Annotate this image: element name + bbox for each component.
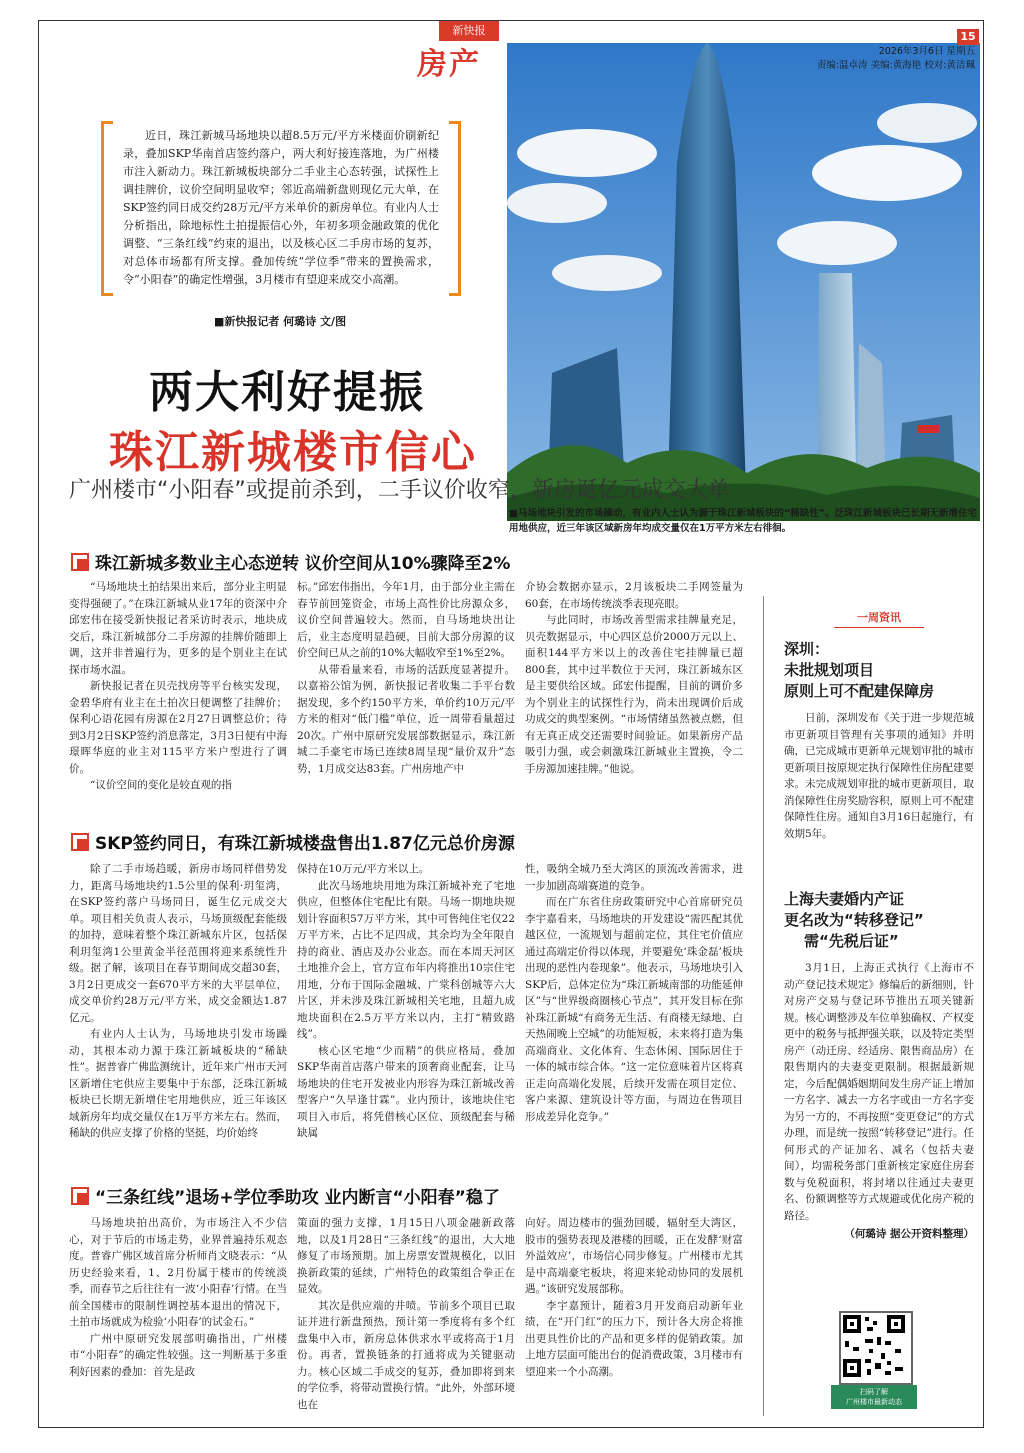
section-3-title: “三条红线”退场+学位季助攻 业内断言“小阳春”稳了 bbox=[71, 1183, 500, 1208]
photo-caption: ■马场地块引发的市场躁动，有业内人士认为源于珠江新城板块的“稀缺性”。泛珠江新城板块已长期无新增住宅用地供应，近三年该区域新房年均成交量仅在1万平方米左右徘徊。 bbox=[509, 508, 977, 534]
editors: 责编:温卓涛 美编:黄海艳 校对:黄洁珮 bbox=[816, 60, 975, 71]
qr-code-icon bbox=[841, 1313, 907, 1379]
sidebar-tag: 一周资讯 bbox=[834, 609, 924, 628]
byline: ■新快报记者 何璐诗 文/图 bbox=[214, 315, 347, 328]
dateline bbox=[715, 45, 975, 73]
section-3-col-2: 策面的强力支撑，1月15日八项金融新政落地，以及1月28日“三条红线”的退出，大大地修复了市场预期。加上房票安置规模化，以旧换新政策的延续，广州特色的政策组合拳正在显效。 其次是供应端的井喷。节前多个项目已取证并进行新盘预热，预计第一季度将有多个红盘集中入市，新房总体供求水平或将高于1月份。再者，置换链条的打通将成为关键驱动力。核心区域二手成交的复苏，叠加即将到来的学位季，将带动置换行情。“此外，外部环境也在 bbox=[297, 1217, 515, 1411]
bracket-left bbox=[101, 121, 113, 296]
lead-box bbox=[101, 121, 461, 296]
sidebar-item-2-body: 3月1日，上海正式执行《上海市不动产登记技术规定》修编后的新细则，针对房产交易与登记环节推出五项关键新规。核心调整涉及车位单独确权、产权变更中的税务与抵押强关联，以及特定类型房产（动迁房、经适房、限售商品房）在限售期内的夫妻变更限制。根据最新规定，今后配偶婚姻期间发生房产证上增加一方名字、减去一方名字或由一方名字变为另一方的，不再按照“变更登记”的方式办理，而是统一按照“转移登记”进行。任何形式的产证加名、减名（包括夫妻间），均需税务部门重新核定家庭住房套数与免税面积，将封堵以往通过夫妻更名、份额调整等方式规避或优化房产税的路径。 bbox=[784, 962, 974, 1222]
section-2-col-3: 性，吸纳全城乃至大湾区的顶流改善需求，进一步加剧高端赛道的竞争。 而在广东省住房政策研究中心首席研究员李宇嘉看来，马场地块的开发建设“需匹配其优越区位，一流规划与超前定位，其住宅价值应通过高端定价得以体现，并要避免‘珠金磊’板块出现的恶性内卷现象”。他表示，马场地块引入SKP后，总体定位为“珠江新城南部的功能延伸区”与“世界级商圈核心节点”，其开发目标在弥补珠江新城“有商务无生活、有商楼无绿地、白天热闹晚上空城”的功能短板，未来将打造为集高端商业、文化体育、生态休闲、国际居住于一体的城市综合体。“这一定位意味着片区将真正走向高端化发展，后续开发需在项目定位、客户来源、建筑设计等方面，与周边在售项目形成差异化竞争。” bbox=[525, 863, 743, 1123]
qr-code[interactable] bbox=[839, 1311, 913, 1385]
headline-line-2: 珠江新城楼市信心 bbox=[109, 427, 477, 478]
sidebar-item-1-headline: 深圳： 未批规划项目 原则上可不配建保障房 bbox=[784, 640, 935, 700]
page-number: 15 bbox=[957, 29, 979, 45]
date: 2026年3月6日 星期五 bbox=[878, 46, 975, 57]
section-1-title: 珠江新城多数业主心态逆转 议价空间从10%骤降至2% bbox=[71, 549, 510, 574]
subheadline: 广州楼市“小阳春”或提前杀到，二手议价收窄，新房诞亿元成交大单 bbox=[69, 478, 730, 503]
section-1-col-3: 介协会数据亦显示，2月该板块二手网签量为60套，在市场传统淡季表现亮眼。 与此同时，市场改善型需求挂牌量充足，贝壳数据显示，中心四区总价2000万元以上、面积144平方米以上的改善住宅挂牌量已超800套，其中过半数位于天河，珠江新城东区是主要供给区域。邱宏伟提醒，目前的调价多为个别业主的试探性行为，尚未出现调价后成功成交的典型案例。“市场情绪虽然被点燃，但有无真正成交还需要时间验证。如果新房产品吸引力强，或会刺激珠江新城业主置换，令二手房源加速挂牌。”他说。 bbox=[525, 581, 743, 775]
square-bullet-icon bbox=[71, 553, 89, 571]
section-1-col-2: 标。”邱宏伟指出，今年1月，由于部分业主需在春节前回笼资金，市场上高性价比房源众多，议价空间普遍较大。然而，自马场地块出让后，业主态度明显趋硬，目前大部分房源的议价空间已从之前的10%大幅收窄至1%至2%。 从带看量来看，市场的活跃度显著提升。以嘉裕公馆为例，新快报记者收集二手平台数据发现，多个约150平方米，单价约10万元/平方米的相对“低门槛”单位，近一周带看量超过20次。广州中原研究发展部数据显示，珠江新城二手豪宅市场已连续8周呈现“量价双升”态势，1月成交达83套。广州房地产中 bbox=[297, 581, 515, 775]
sidebar-item-2 bbox=[784, 889, 974, 1243]
section-title: 房产 bbox=[417, 47, 481, 82]
sidebar-credit: （何璐诗 据公开资料整理） bbox=[844, 1228, 974, 1240]
paper-tag: 新快报 bbox=[439, 21, 499, 41]
square-bullet-icon bbox=[71, 1187, 89, 1205]
square-bullet-icon bbox=[71, 833, 89, 851]
bracket-right bbox=[449, 121, 461, 296]
sidebar-item-2-headline: 上海夫妻婚内产证 更名改为“转移登记” 需“先税后证” bbox=[784, 890, 924, 950]
cover-photo bbox=[507, 43, 980, 521]
sidebar-divider bbox=[763, 596, 764, 1416]
lead-text: 近日，珠江新城马场地块以超8.5万元/平方米楼面价刷新纪录，叠加SKP华南首店签约落户，两大利好接连落地，为广州楼市注入新动力。珠江新城板块部分二手业主心态转强，试探性上调挂牌价，议价空间明显收窄；邻近高端新盘则现亿元大单，在SKP签约同日成交约28万元/平方米单价的新房单位。有业内人士分析指出，除地标性土拍提振信心外，年初多项金融政策的优化调整、“三条红线”约束的退出，以及核心区二手房市场的复苏，对总体市场都有所支撑。叠加传统“学位季”带来的置换需求，令“小阳春”的确定性增强，3月楼市有望迎来成交小高潮。 bbox=[123, 129, 439, 286]
newspaper-page bbox=[38, 20, 984, 1428]
sidebar-item-1 bbox=[784, 639, 974, 842]
section-2-title: SKP签约同日，有珠江新城楼盘售出1.87亿元总价房源 bbox=[71, 829, 515, 854]
headline-line-1: 两大利好提振 bbox=[149, 367, 425, 418]
section-2-col-1: 除了二手市场趋暖，新房市场同样借势发力，距离马场地块约1.5公里的保利·玥玺湾，在SKP签约落户马场同日，诞生亿元成交大单。项目相关负责人表示，马场顶级配套能级的加持，意味着整个珠江新城东片区，包括保利玥玺湾1公里黄金半径范围将迎来系统性升级。据了解，该项目在春节期间成交超30套，3月2日更成交一套670平方米的大平层单位，成交单价约28万元/平方米，成交金额达1.87亿元。 有业内人士认为，马场地块引发市场躁动，其根本动力源于珠江新城板块的“稀缺性”。据普睿广佛监测统计，近年来广州市天河区新增住宅供应主要集中于东部，泛珠江新城板块已长期无新增住宅用地供应，近三年该区域新房年均成交量仅在1万平方米左右。然而，稀缺的供应支撑了价格的坚挺，均价始终 bbox=[69, 863, 287, 1139]
section-1-col-1: “马场地块土拍结果出来后，部分业主明显变得强硬了。”在珠江新城从业17年的资深中介邱宏伟在接受新快报记者采访时表示，地块成交后，珠江新城部分二手房源的挂牌价随即上调，这并非普遍行为，更多的是个别业主在试探市场水温。 新快报记者在贝壳找房等平台核实发现，金碧华府有业主在土拍次日便调整了挂牌价；保利心语花园有房源在2月27日调整总价；待到3月2日SKP签约消息落定，3月3日便有中海璟晖华庭的业主对115平方米户型进行了调价。 “议价空间的变化是较直观的指 bbox=[69, 581, 287, 791]
section-3-col-3: 向好。周边楼市的强劲回暖，辐射至大湾区，股市的强势表现及港楼的回暖，正在发酵‘财富外溢效应’，市场信心同步修复。广州楼市尤其是中高端豪宅板块，将迎来轮动协同的发展机遇。”该研究发展部称。 李宇嘉预计，随着3月开发商启动新年业绩，在“开门红”的压力下，预计各大房企将推出更具性价比的产品和更多样的促销政策。加上地方层面可能出台的促消费政策，3月楼市有望迎来一个小高潮。 bbox=[525, 1217, 743, 1378]
section-3-col-1: 马场地块拍出高价，为市场注入不少信心，对于节后的市场走势，业界普遍持乐观态度。普睿广佛区域首席分析师肖文晓表示：“从历史经验来看，1、2月份属于楼市的传统淡季，而春节之后往往有一波‘小阳春’行情。在当前全国楼市的限制性调控基本退出的情况下，土拍市场就成为检验‘小阳春’的试金石。” 广州中原研究发展部明确指出，广州楼市“小阳春”的确定性较强。这一判断基于多重利好因素的叠加：首先是政 bbox=[69, 1217, 287, 1378]
qr-label: 扫码了解 广州楼市最新动态 bbox=[831, 1385, 917, 1409]
skyline-image bbox=[507, 43, 980, 521]
section-2-col-2: 保持在10万元/平方米以上。 此次马场地块用地为珠江新城补充了宅地供应，但整体住宅配比有限。马场一期地块规划计容面积57万平方米，其中可售纯住宅仅22万平方米，占比不足四成，其余均为全年限自持的商业、酒店及办公业态。而在本周天河区土地推介会上，官方宣布年内将推出10宗住宅用地，分布于国际金融城、广棠科创城等六大片区，并未涉及珠江新城相关宅地，且超九成地块面积在2.5万平方米以内，主打“精致路线”。 核心区宅地“少而精”的供应格局，叠加SKP华南首店落户带来的顶奢商业配套，让马场地块的住宅开发被业内形容为珠江新城改善型客户“久旱逢甘霖”。业内预计，该地块住宅项目入市后，将凭借核心区位、顶级配套与稀缺属 bbox=[297, 863, 515, 1139]
sidebar-item-1-body: 日前，深圳发布《关于进一步规范城市更新项目管理有关事项的通知》并明确，已完成城市更新单元规划审批的城市更新项目按原规定执行保障性住房配建要求。未完成规划审批的城市更新项目，取消保障性住房奖励容积，原则上可不配建保障性住房。通知自3月16日起施行，有效期5年。 bbox=[784, 712, 974, 840]
